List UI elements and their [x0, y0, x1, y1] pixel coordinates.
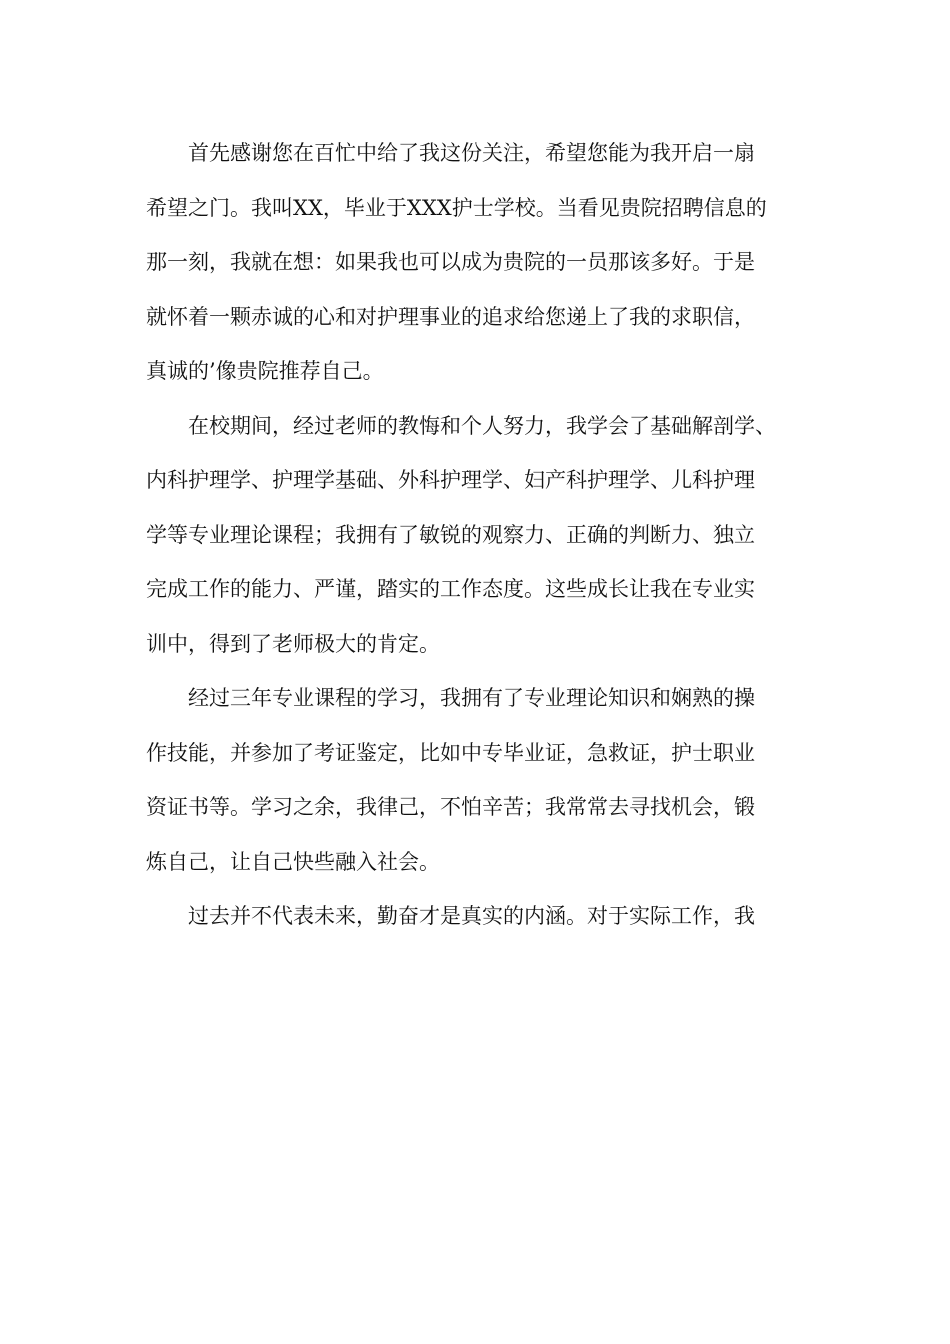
paragraph-1-line-5: 真诚的’像贵院推荐自己。 — [146, 359, 384, 383]
paragraph-2-line-3: 学等专业理论课程；我拥有了敏锐的观察力、正确的判断力、独立 — [146, 522, 755, 547]
paragraph-1-line-1: 首先感谢您在百忙中给了我这份关注，希望您能为我开启一扇 — [188, 141, 755, 165]
paragraph-3-line-3: 资证书等。学习之余，我律己，不怕辛苦；我常常去寻找机会，锻 — [146, 795, 755, 819]
paragraph-4-line-1: 过去并不代表未来，勤奋才是真实的内涵。对于实际工作，我 — [188, 904, 755, 928]
paragraph-3-line-4: 炼自己，让自己快些融入社会。 — [146, 849, 440, 874]
paragraph-2-line-4: 完成工作的能力、严谨，踏实的工作态度。这些成长让我在专业实 — [146, 577, 755, 601]
paragraph-2-line-2: 内科护理学、护理学基础、外科护理学、妇产科护理学、儿科护理 — [146, 468, 755, 492]
paragraph-2-line-5: 训中，得到了老师极大的肯定。 — [146, 631, 440, 656]
letter-body — [146, 130, 826, 948]
paragraph-2-line-1: 在校期间，经过老师的教悔和个人努力，我学会了基础解剖学、 — [188, 413, 776, 438]
paragraph-1-line-4: 就怀着一颗赤诚的心和对护理事业的追求给您递上了我的求职信， — [146, 304, 755, 329]
paragraph-3-line-2: 作技能，并参加了考证鉴定，比如中专毕业证，急救证，护士职业 — [146, 740, 755, 765]
paragraph-3-line-1: 经过三年专业课程的学习，我拥有了专业理论知识和娴熟的操 — [188, 686, 755, 710]
paragraph-1-line-3: 那一刻，我就在想：如果我也可以成为贵院的一员那该多好。于是 — [146, 250, 755, 274]
paragraph-1-line-2: 希望之门。我叫XX，毕业于XXX护士学校。当看见贵院招聘信息的 — [146, 195, 767, 220]
